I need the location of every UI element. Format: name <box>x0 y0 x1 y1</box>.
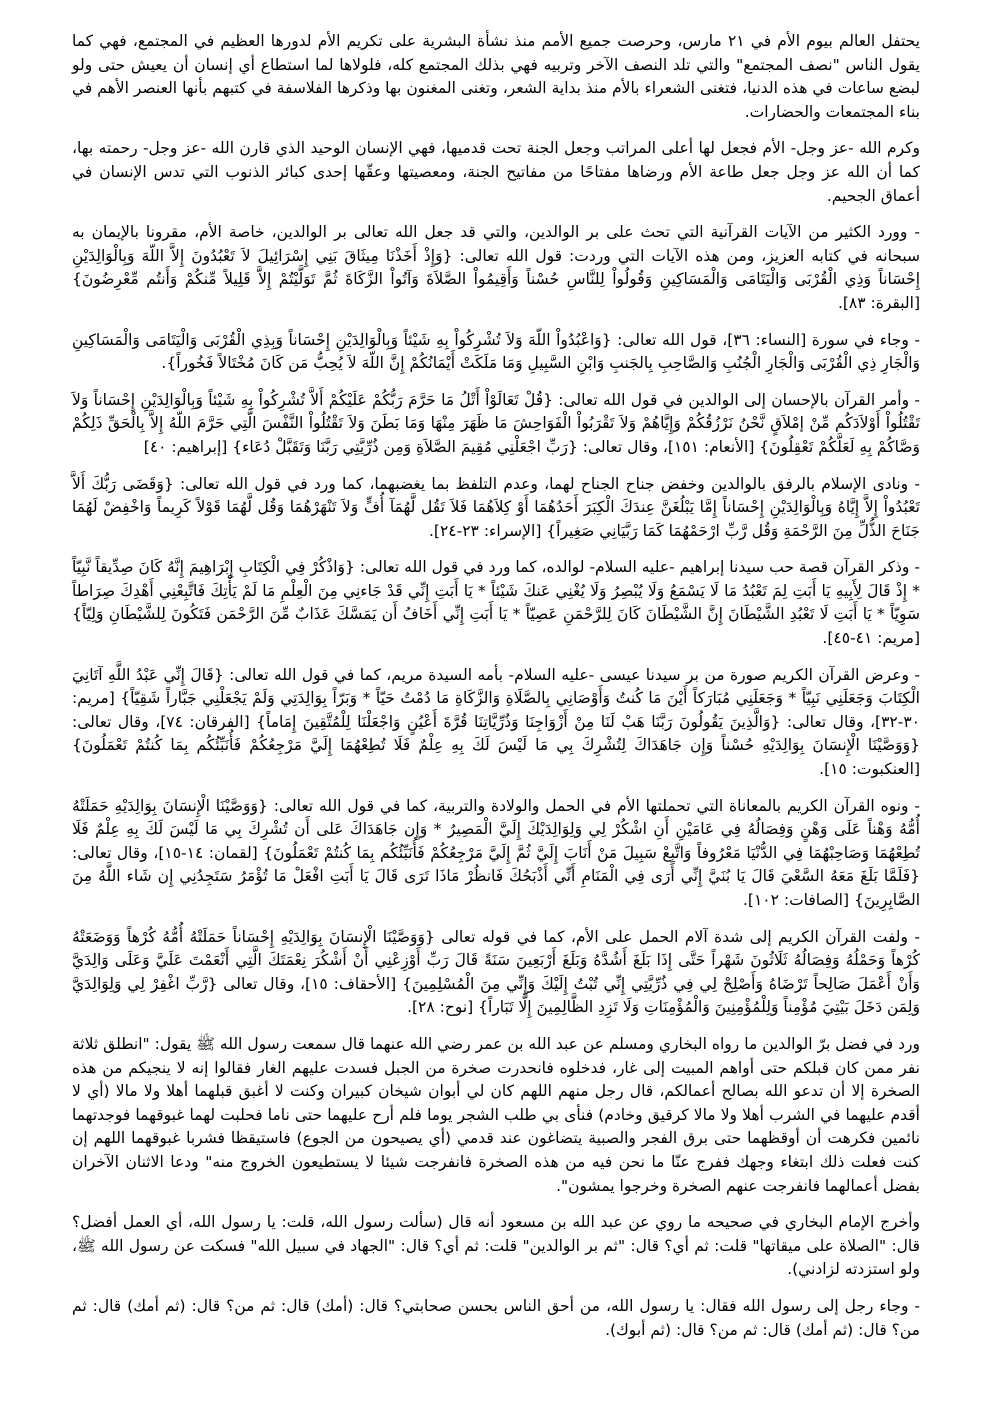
paragraph-hadith-your-mother: - وجاء رجل إلى رسول الله فقال: يا رسول الله، من أحق الناس بحسن صحابتي؟ قال: (أمك) قال: ثم من؟ قال: (ثم أمك) قال: ثم من؟ قال: (ثم أمك) قال: ثم من؟ قال: (ثم أبوك). <box>72 1296 920 1339</box>
paragraph-verse-isra: - ونادى الإسلام بالرفق بالوالدين وخفض جناح الجناح لهما، وعدم التلفظ بما يغضبهما، كما ورد في قول الله تعالى: {وَقَضَى رَبُّكَ أَلاَّ تَعْبُدُواْ إِلاَّ إِيَّاهُ وَبِالْوَالِدَيْنِ إِحْسَاناً إِمَّا يَبْلُغَنَّ عِندَكَ الْكِبَرَ أَحَدُهُمَا أَوْ كِلاَهُمَا فَلاَ تَقُل لَّهُمَآ أُفٍّ وَلاَ تَنْهَرْهُمَا وَقُل لَّهُمَا قَوْلاً كَرِيماً وَاخْفِضْ لَهُمَا جَنَاحَ الذُّلِّ مِنَ الرَّحْمَةِ وَقُل رَّبِّ ارْحَمْهُمَا كَمَا رَبَّيَانِي صَغِيراً} [الإسراء: ٢٣-٢٤]. <box>72 474 920 540</box>
paragraph-story-ibrahim: - وذكر القرآن قصة حب سيدنا إبراهيم -عليه السلام- لوالده، كما ورد في قول الله تعالى: {وَاذْكُرْ فِي الْكِتَابِ إِبْرَاهِيمَ إِنَّهُ كَانَ صِدِّيقاً نَّبِيّاً * إِذْ قَالَ لِأَبِيهِ يَا أَبَتِ لِمَ تَعْبُدُ مَا لَا يَسْمَعُ وَلَا يُبْصِرُ وَلَا يُغْنِي عَنكَ شَيْئاً * يَا أَبَتِ إِنِّي قَدْ جَاءنِي مِنَ الْعِلْمِ مَا لَمْ يَأْتِكَ فَاتَّبِعْنِي أَهْدِكَ صِرَاطاً سَوِيّاً * يَا أَبَتِ لَا تَعْبُدِ الشَّيْطَانَ إِنَّ الشَّيْطَانَ كَانَ لِلرَّحْمَنِ عَصِيّاً * يَا أَبَتِ إِنِّي أَخَافُ أَن يَمَسَّكَ عَذَابٌ مِّنَ الرَّحْمَن فَتَكُونَ لِلشَّيْطَانِ وَلِيّاً} [مريم: ٤١-٤٥]. <box>72 558 920 648</box>
paragraph-verse-nisa: - وجاء في سورة [النساء: ٣٦]، قول الله تعالى: {وَاعْبُدُواْ اللّهَ وَلاَ تُشْرِكُواْ بِهِ شَيْئاً وَبِالْوَالِدَيْنِ إِحْسَاناً وَبِذِي الْقُرْبَى وَالْيَتَامَى وَالْمَسَاكِينِ وَالْجَارِ ذِي الْقُرْبَى وَالْجَارِ الْجُنُبِ وَالصَّاحِبِ بِالجَنبِ وَابْنِ السَّبِيلِ وَمَا مَلَكَتْ أَيْمَانُكُمْ إِنَّ اللّهَ لاَ يُحِبُّ مَن كَانَ مُخْتَالاً فَخُوراً}. <box>72 330 920 373</box>
paragraph-hadith-cave: ورد في فضل برّ الوالدين ما رواه البخاري ومسلم عن عبد الله بن عمر رضي الله عنهما قال سمعت رسول الله ﷺ يقول: "انطلق ثلاثة نفر ممن كان قبلكم حتى أواهم المبيت إلى غار، فدخلوه فانحدرت صخرة من الجبل فسدت عليهم الغار فقالوا إنه لا ينجيكم من هذه الصخرة إلا أن تدعو الله بصالح أعمالكم، قال رجل منهم اللهم كان لي أبوان شيخان كبيران وكنت لا أغبق قبلهما أهلا ولا مالا (أي لا أقدم عليهما في الشرب أهلا ولا مالا كرقيق وخادم) فنأى بي طلب الشجر يوما فلم أرح عليهما حتى ناما فحلبت لهما غبوقهما فوجدتهما نائمين فكرهت أن أوقظهما حتى برق الفجر والصبية يتضاغون عند قدمي (أي يصيحون من الجوع) فاستيقظا فشربا غبوقهما اللهم إن كنت فعلت ذلك ابتغاء وجهك ففرج عنّا ما نحن فيه من هذه الصخرة فانفرجت شيئا لا يستطيعون الخروج منه" ودعا الاثنان الآخران بفضل أعمالهما فانفرجت عنهم الصخرة وخرجوا يمشون". <box>72 1034 920 1195</box>
document-page <box>72 30 920 1383</box>
paragraph-story-isa: - وعرض القرآن الكريم صورة من بر سيدنا عيسى -عليه السلام- بأمه السيدة مريم، كما في قول الله تعالى: {قَالَ إِنِّي عَبْدُ اللَّهِ آتَانِيَ الْكِتَابَ وَجَعَلَنِي نَبِيّاً * وَجَعَلَنِي مُبَارَكاً أَيْنَ مَا كُنتُ وَأَوْصَانِي بِالصَّلَاةِ وَالزَّكَاةِ مَا دُمْتُ حَيّاً * وَبَرّاً بِوَالِدَتِي وَلَمْ يَجْعَلْنِي جَبَّاراً شَقِيّاً} [مريم: ٣٠-٣٢]، وقال تعالى: {وَالَّذِينَ يَقُولُونَ رَبَّنَا هَبْ لَنَا مِنْ أَزْوَاجِنَا وَذُرِّيَّاتِنَا قُرَّةَ أَعْيُنٍ وَاجْعَلْنَا لِلْمُتَّقِينَ إِمَاماً} [الفرقان: ٧٤]، وقال تعالى: {وَوَصَّيْنَا الْإِنسَانَ بِوَالِدَيْهِ حُسْناً وَإِن جَاهَدَاكَ لِتُشْرِكَ بِي مَا لَيْسَ لَكَ بِهِ عِلْمٌ فَلَا تُطِعْهُمَا إِلَيَّ مَرْجِعُكُمْ فَأُنَبِّئُكُم بِمَا كُنتُمْ تَعْمَلُونَ} [العنكبوت: ١٥]. <box>72 665 920 779</box>
paragraph-mothers-day-intro: يحتفل العالم بيوم الأم في ٢١ مارس، وحرصت جميع الأمم منذ نشأة البشرية على تكريم الأم لدورها العظيم في المجتمع، فهي كما يقول الناس "نصف المجتمع" والتي تلد النصف الآخر وتربيه فهي بذلك المجتمع كله، فلولاها لما استطاع أي إنسان أن يعيش حتى ولو لبضع ساعات في هذه الدنيا، فتغنى الشعراء بالأم منذ بداية الشعر، وتغنى المغنون بها وذكرها الفلاسفة في كتبهم بأنها العنصر الأهم في بناء المجتمعات والحضارات. <box>72 32 920 121</box>
paragraph-god-honors-mother: وكرم الله -عز وجل- الأم فجعل لها أعلى المراتب وجعل الجنة تحت قدميها، فهي الإنسان الوحيد الذي قارن الله -عز وجل- رحمته بها، كما أن الله عز وجل جعل طاعة الأم ورضاها مفتاحًا من مفاتيح الجنة، ومعصيتها وعقّها إحدى كبائر الذنوب التي تدس الإنسان في أعماق الجحيم. <box>72 139 920 205</box>
paragraph-verses-ahqaf-nuh: - ولفت القرآن الكريم إلى شدة آلام الحمل على الأم، كما في قوله تعالى {وَوَصَّيْنَا الْإِنسَانَ بِوَالِدَيْهِ إِحْسَاناً حَمَلَتْهُ أُمُّهُ كُرْهاً وَوَضَعَتْهُ كُرْهاً وَحَمْلُهُ وَفِصَالُهُ ثَلَاثُونَ شَهْراً حَتَّى إِذَا بَلَغَ أَشُدَّهُ وَبَلَغَ أَرْبَعِينَ سَنَةً قَالَ رَبِّ أَوْزِعْنِي أَنْ أَشْكُرَ نِعْمَتَكَ الَّتِي أَنْعَمْتَ عَلَيَّ وَعَلَى وَالِدَيَّ وَأَنْ أَعْمَلَ صَالِحاً تَرْضَاهُ وَأَصْلِحْ لِي فِي ذُرِّيَّتِي إِنِّي تُبْتُ إِلَيْكَ وَإِنِّي مِنَ الْمُسْلِمِينَ} [الأحقاف: ١٥]، وقال تعالى {رَّبِّ اغْفِرْ لِي وَلِوَالِدَيَّ وَلِمَن دَخَلَ بَيْتِيَ مُؤْمِناً وَلِلْمُؤْمِنِينَ وَالْمُؤْمِنَاتِ وَلَا تَزِدِ الظَّالِمِينَ إِلَّا تَبَاراً} [نوح: ٢٨]. <box>72 927 921 1017</box>
paragraph-verses-luqman-saffat: - ونوه القرآن الكريم بالمعاناة التي تحملتها الأم في الحمل والولادة والتربية، كما في قول الله تعالى: {وَوَصَّيْنَا الْإِنسَانَ بِوَالِدَيْهِ حَمَلَتْهُ أُمُّهُ وَهْناً عَلَى وَهْنٍ وَفِصَالُهُ فِي عَامَيْنِ أَنِ اشْكُرْ لِي وَلِوَالِدَيْكَ إِلَيَّ الْمَصِيرُ * وَإِن جَاهَدَاكَ عَلى أَن تُشْرِكَ بِي مَا لَيْسَ لَكَ بِهِ عِلْمٌ فَلَا تُطِعْهُمَا وَصَاحِبْهُمَا فِي الدُّنْيَا مَعْرُوفاً وَاتَّبِعْ سَبِيلَ مَنْ أَنَابَ إِلَيَّ ثُمَّ إِلَيَّ مَرْجِعُكُمْ فَأُنَبِّئُكُم بِمَا كُنتُمْ تَعْمَلُونَ} [لقمان: ١٤-١٥]، وقال تعالى: {فَلَمَّا بَلَغَ مَعَهُ السَّعْيَ قَالَ يَا بُنَيَّ إِنِّي أَرَى فِي الْمَنَامِ أَنِّي أَذْبَحُكَ فَانظُرْ مَاذَا تَرَى قَالَ يَا أَبَتِ افْعَلْ مَا تُؤْمَرُ سَتَجِدُنِي إِن شَاء اللَّهُ مِنَ الصَّابِرِينَ} [الصافات: ١٠٢]. <box>72 796 920 909</box>
paragraph-verses-baqarah: - وورد الكثير من الآيات القرآنية التي تحث على بر الوالدين، والتي قد جعل الله تعالى بر الوالدين، خاصة الأم، مقرونا بالإيمان به سبحانه في كتابه العزيز، ومن هذه الآيات التي وردت: قول الله تعالى: {وَإِذْ أَخَذْنَا مِيثَاقَ بَنِي إِسْرَائِيلَ لاَ تَعْبُدُونَ إِلاَّ اللّهَ وَبِالْوَالِدَيْنِ إِحْسَاناً وَذِي الْقُرْبَى وَالْيَتَامَى وَالْمَسَاكِينِ وَقُولُواْ لِلنَّاسِ حُسْناً وَأَقِيمُواْ الصَّلاَةَ وَآتُواْ الزَّكَاةَ ثُمَّ تَوَلَّيْتُمْ إِلاَّ قَلِيلاً مِّنكُمْ وَأَنتُم مِّعْرِضُونَ} [البقرة: ٨٣]. <box>72 223 920 312</box>
paragraph-verses-anam-ibrahim: - وأمر القرآن بالإحسان إلى الوالدين في قول الله تعالى: {قُلْ تَعَالَوْاْ أَتْلُ مَا حَرَّمَ رَبُّكُمْ عَلَيْكُمْ أَلاَّ تُشْرِكُواْ بِهِ شَيْئاً وَبِالْوَالِدَيْنِ إِحْسَاناً وَلاَ تَقْتُلُواْ أَوْلاَدَكُم مِّنْ إمْلاَقٍ نَّحْنُ نَرْزُقُكُمْ وَإِيَّاهُمْ وَلاَ تَقْرَبُواْ الْفَوَاحِشَ مَا ظَهَرَ مِنْهَا وَمَا بَطَنَ وَلاَ تَقْتُلُواْ النَّفْسَ الَّتِي حَرَّمَ اللّهُ إِلاَّ بِالْحَقِّ ذَلِكُمْ وَصَّاكُمْ بِهِ لَعَلَّكُمْ تَعْقِلُونَ} [الأنعام: ١٥١]، وقال تعالى: {رَبِّ اجْعَلْنِي مُقِيمَ الصَّلاَةِ وَمِن ذُرِّيَّتِي رَبَّنَا وَتَقَبَّلْ دُعَاء} [إبراهيم: ٤٠] <box>72 390 920 456</box>
paragraph-hadith-best-deeds: وأخرج الإمام البخاري في صحيحه ما روي عن عبد الله بن مسعود أنه قال (سألت رسول الله، قلت: يا رسول الله، أي العمل أفضل؟ قال: "الصلاة على ميقاتها" قلت: ثم أي؟ قال: "ثم بر الوالدين" قلت: ثم أي؟ قال: "الجهاد في سبيل الله" فسكت عن رسول الله ﷺ، ولو استزدته لزادني). <box>72 1213 920 1279</box>
